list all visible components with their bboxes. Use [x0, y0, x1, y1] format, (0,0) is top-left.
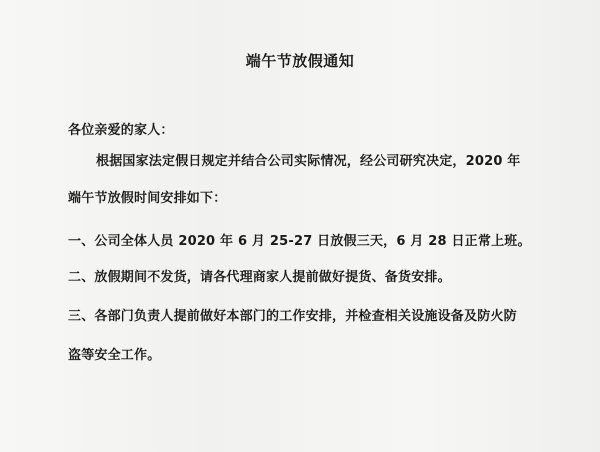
notice-item-3-line-2: 盗等安全工作。 [68, 348, 161, 363]
notice-item-1: 一、公司全体人员 2020 年 6 月 25-27 日放假三天，6 月 28 日正常上班。 [68, 234, 531, 249]
intro-line-2: 端午节放假时间安排如下： [68, 191, 227, 206]
intro-line-1: 根据国家法定假日规定并结合公司实际情况，经公司研究决定，2020 年 [96, 154, 521, 169]
notice-item-3-line-1: 三、各部门负责人提前做好本部门的工作安排，并检查相关设施设备及防火防 [68, 309, 517, 324]
greeting-text: 各位亲爱的家人： [68, 123, 174, 138]
notice-title: 端午节放假通知 [245, 52, 355, 70]
notice-item-2: 二、放假期间不发货，请各代理商家人提前做好提货、备货安排。 [68, 270, 451, 285]
